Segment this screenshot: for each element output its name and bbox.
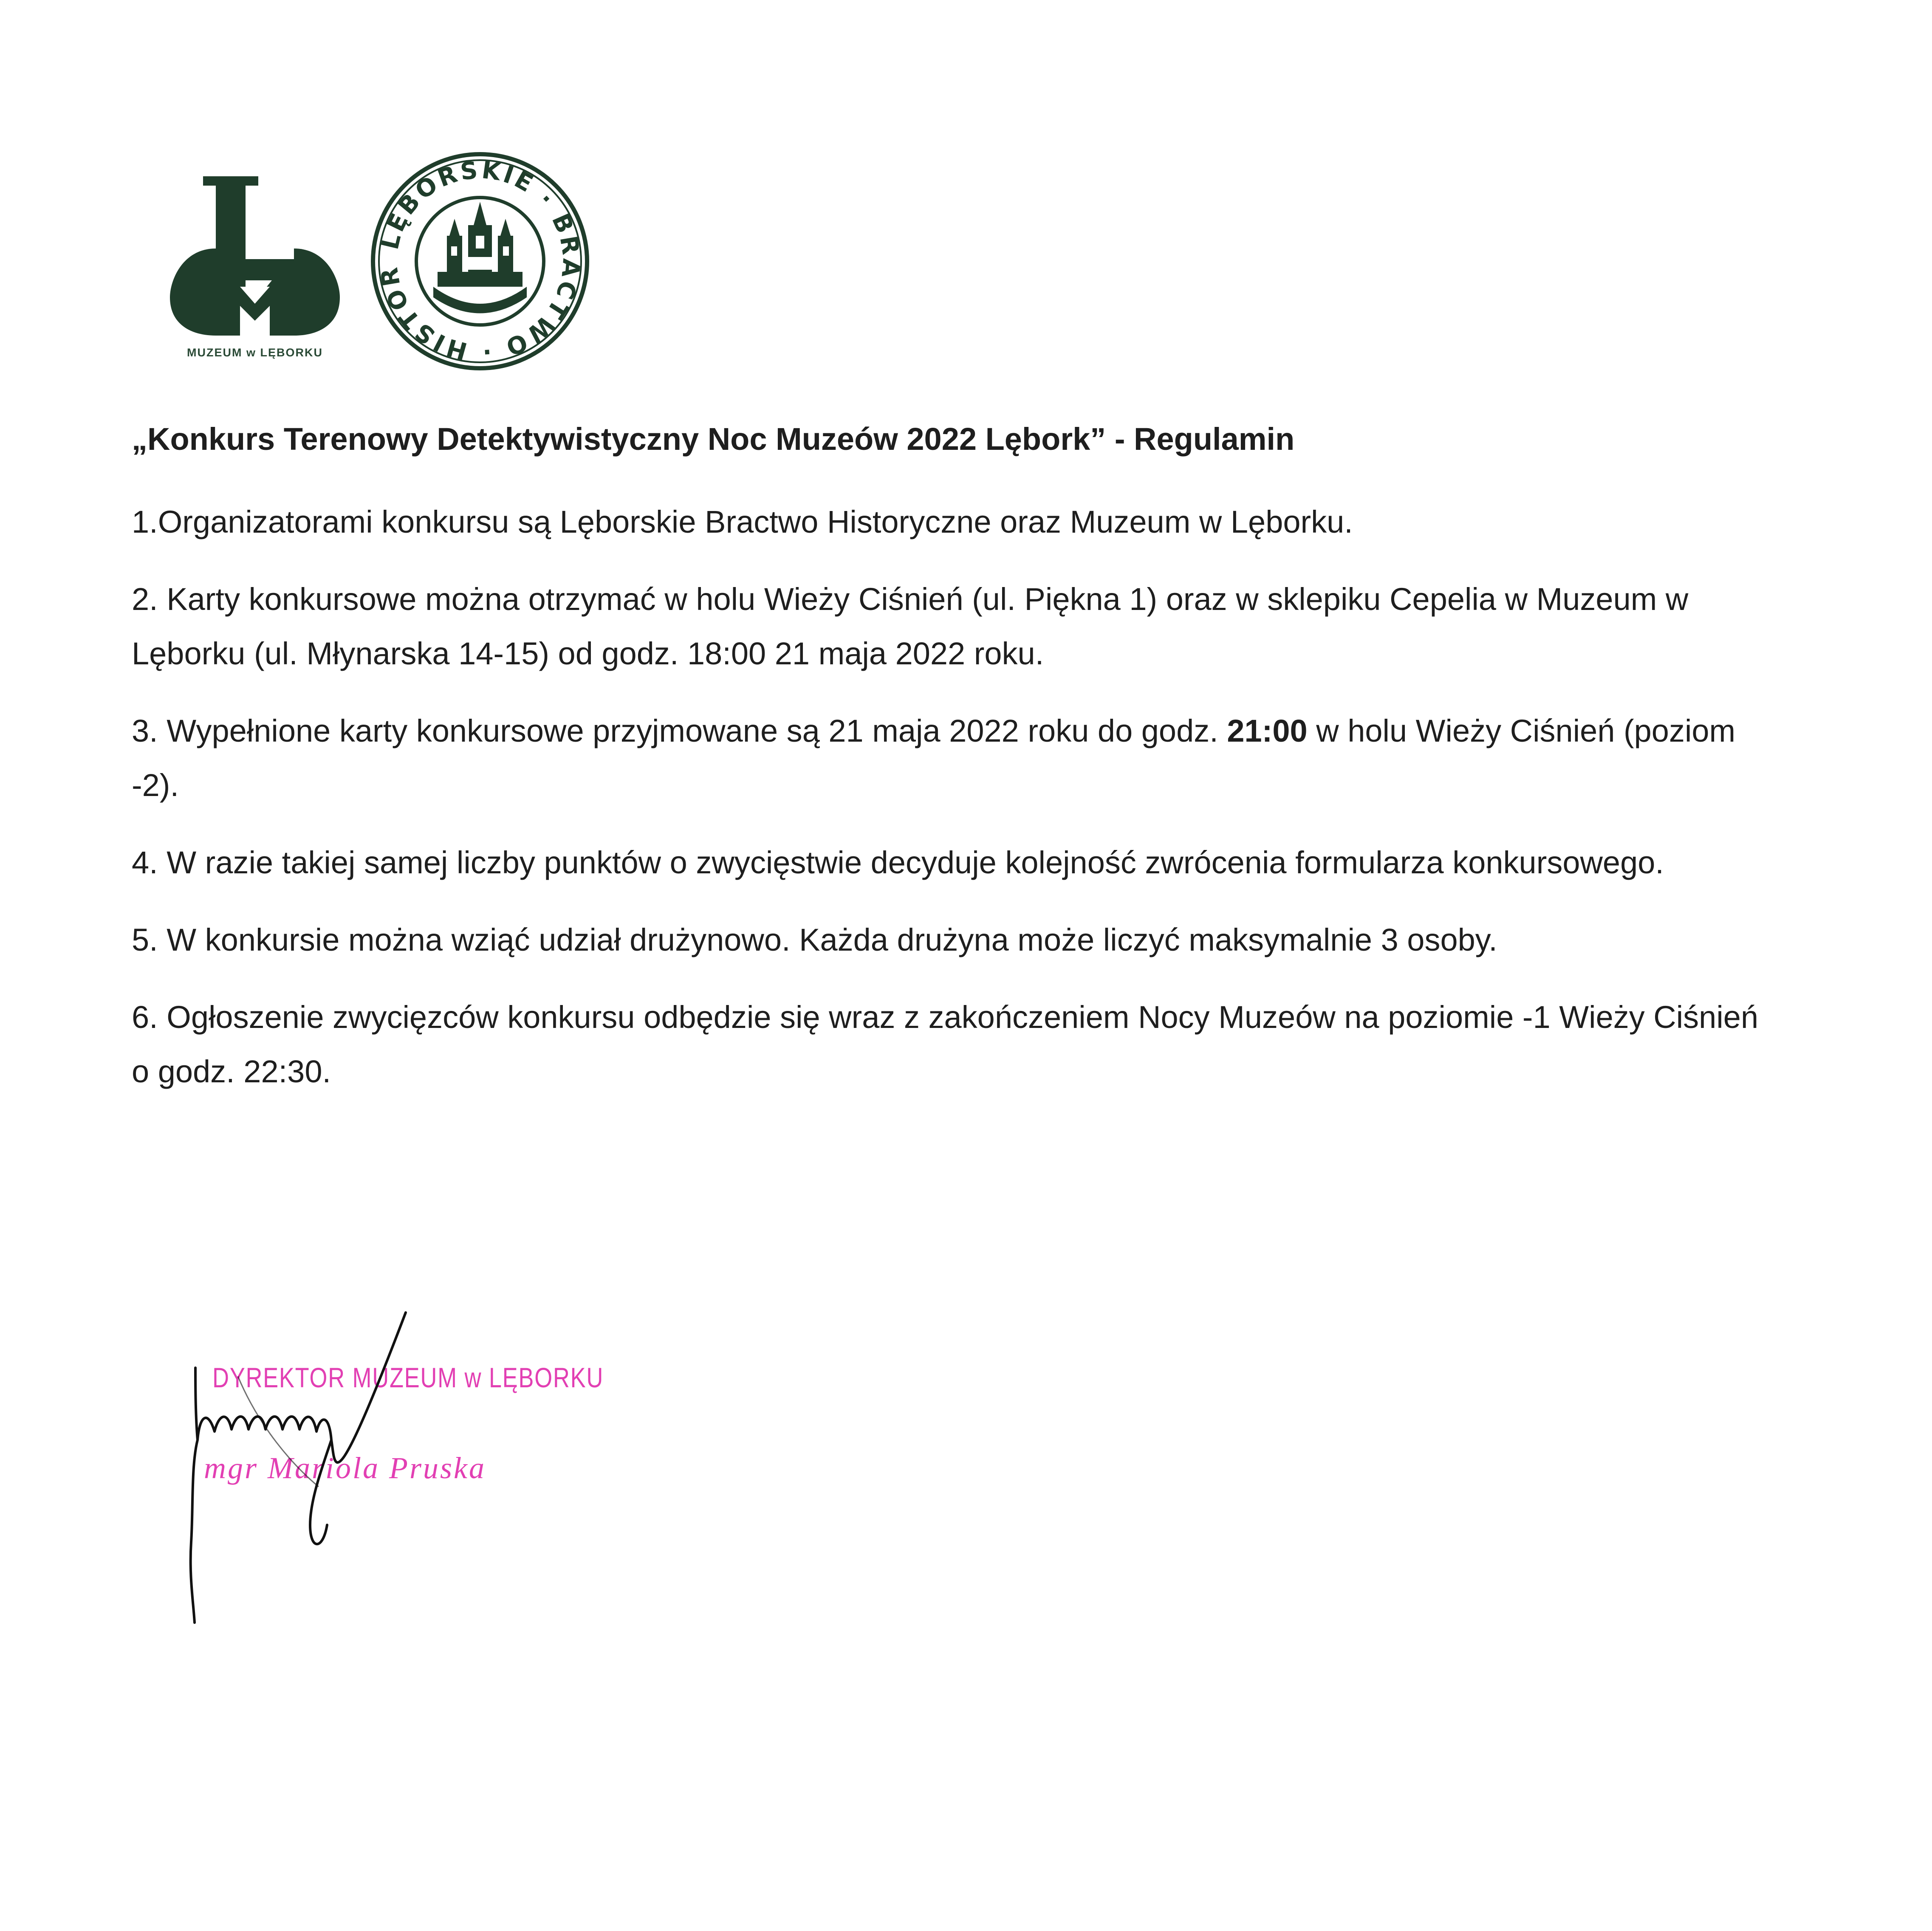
rule-item-2: 2. Karty konkursowe można otrzymać w holu Wieży Ciśnień (ul. Piękna 1) oraz w sklepiku Cepelia w Muzeum w Lęborku (ul. Młynarska 14-15) od godz. 18:00 21 maja 2022 roku. [132,582,1689,671]
rule-item-6: 6. Ogłoszenie zwycięzców konkursu odbędzie się wraz z zakończeniem Nocy Muzeów na poziomie -1 Wieży Ciśnień o godz. 22:30. [132,999,1759,1089]
rule-3-text-start: 3. Wypełnione karty konkursowe przyjmowane są 21 maja 2022 roku do godz. [132,713,1227,748]
rules-list [132,495,1767,1122]
rule-3-text-end: w holu Wieży Ciśnień (poziom -2). [132,713,1736,803]
museum-logo-mark-icon [166,174,344,344]
stamp-name-line: mgr Mariola Pruska [204,1451,486,1485]
seal-ring-text: LĘBORSKIE · BRACTWO · HISTOR [375,156,585,366]
rule-item-4: 4. W razie takiej samej liczby punktów o zwycięstwie decyduje kolejność zwrócenia formularza konkursowego. [132,845,1664,880]
museum-logo [166,174,344,374]
museum-logo-caption: MUZEUM w LĘBORKU [187,346,323,359]
document-title: „Konkurs Terenowy Detektywistyczny Noc Muzeów 2022 Lębork” - Regulamin [132,421,1295,457]
fraternity-seal [370,151,590,372]
rule-3-deadline-time: 21:00 [1227,713,1308,748]
fraternity-seal-icon [370,151,590,372]
rule-item-1: 1.Organizatorami konkursu są Lęborskie Bractwo Historyczne oraz Muzeum w Lęborku. [132,504,1353,539]
rule-item-3 [132,704,1767,813]
handwritten-signature-icon [183,1287,607,1635]
rule-item-5: 5. W konkursie można wziąć udział drużynowo. Każda drużyna może liczyć maksymalnie 3 osoby. [132,922,1497,957]
signature-block [183,1287,607,1635]
stamp-title-line: DYREKTOR MUZEUM w LĘBORKU [212,1362,604,1393]
